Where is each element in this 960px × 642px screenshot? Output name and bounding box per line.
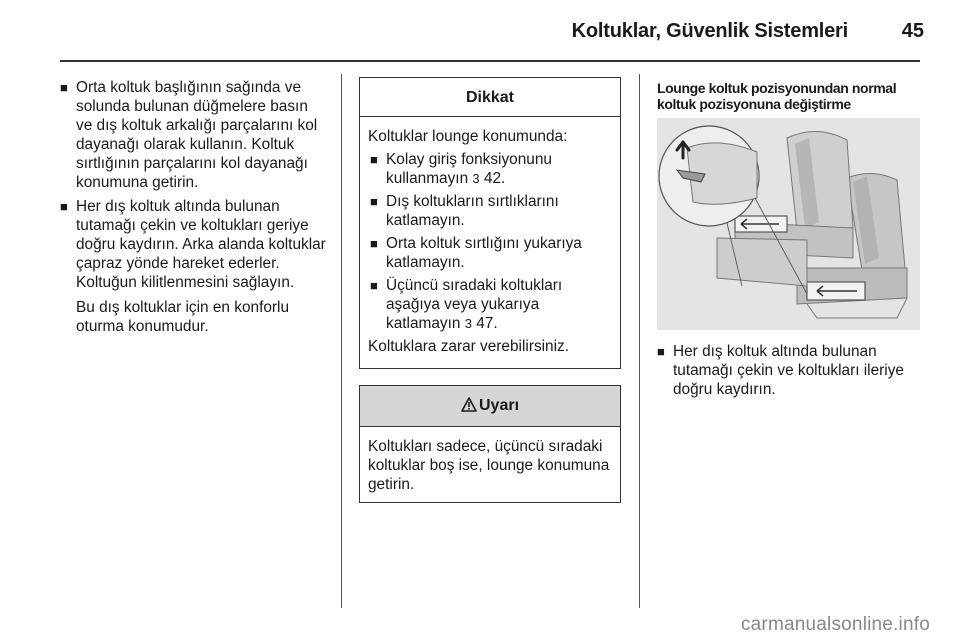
list-item	[370, 150, 612, 188]
list-item	[657, 342, 923, 399]
watermark: carmanualsonline.info	[740, 614, 930, 635]
section-title: Lounge koltuk pozisyonundan normal koltuk pozisyonuna değiştirme	[657, 80, 897, 112]
caution-box	[359, 77, 621, 369]
column-divider-left	[341, 74, 342, 608]
bullet-icon: ■	[370, 278, 378, 293]
list-item-text: Üçüncü sıradaki koltukları aşağıya veya yukarıya katlamayın	[386, 277, 563, 332]
list-item	[370, 276, 612, 333]
page-ref-number: 47.	[476, 315, 498, 332]
caution-heading: Dikkat	[360, 78, 620, 117]
page-ref-number: 42.	[483, 170, 506, 187]
caution-outro: Koltuklara zarar verebilirsiniz.	[368, 338, 570, 355]
warning-triangle-icon	[461, 397, 477, 417]
list-item-text: Orta koltuk başlığının sağında ve solunda bulunan düğmelere basın ve dış koltuk arkalığı parçalarını kol dayanağı olarak kullanın. Koltuk sırtlığının parçalarını kol dayanağı konumuna getirin.	[76, 79, 318, 191]
warning-heading	[360, 386, 620, 427]
list-item-text: Kolay giriş fonksiyonunu kullanmayın	[386, 151, 552, 187]
list-item-text: Dış koltukların sırtlıklarını katlamayın.	[386, 193, 559, 229]
bullet-icon: ■	[60, 199, 68, 214]
bullet-icon: ■	[657, 344, 665, 359]
warning-box	[359, 385, 621, 503]
header-rule	[60, 60, 920, 62]
warning-heading-text: Uyarı	[478, 397, 520, 414]
page-number: 45	[901, 20, 924, 42]
bullet-icon: ■	[370, 194, 378, 209]
list-item	[60, 78, 328, 192]
column-1	[60, 78, 328, 336]
list-item	[370, 192, 612, 230]
column-3	[657, 80, 923, 404]
list-item	[370, 234, 612, 272]
column-2	[359, 77, 621, 503]
warning-text: Koltukları sadece, üçüncü sıradaki koltuklar boş ise, lounge konumuna getirin.	[368, 438, 610, 493]
seat-adjustment-illustration	[657, 118, 920, 330]
body-paragraph: Bu dış koltuklar için en konforlu oturma konumudur.	[76, 299, 290, 335]
column-divider-right	[639, 74, 640, 608]
header-title: Koltuklar, Güvenlik Sistemleri	[571, 20, 848, 42]
list-item-text: Her dış koltuk altında bulunan tutamağı çekin ve koltukları ileriye doğru kaydırın.	[673, 343, 904, 398]
list-item-text: Orta koltuk sırtlığını yukarıya katlamayın.	[386, 235, 582, 271]
page-ref-icon: 3	[464, 316, 472, 331]
list-item	[60, 197, 328, 292]
bullet-icon: ■	[370, 236, 378, 251]
caution-intro: Koltuklar lounge konumunda:	[368, 128, 568, 145]
bullet-icon: ■	[60, 80, 68, 95]
page-ref-icon: 3	[472, 171, 480, 186]
list-item-text: Her dış koltuk altında bulunan tutamağı çekin ve koltukları geriye doğru kaydırın. Arka alanda koltuklar çapraz yönde hareket ederler. Koltuğun kilitlenmesini sağlayın.	[76, 198, 326, 291]
bullet-icon: ■	[370, 152, 378, 167]
